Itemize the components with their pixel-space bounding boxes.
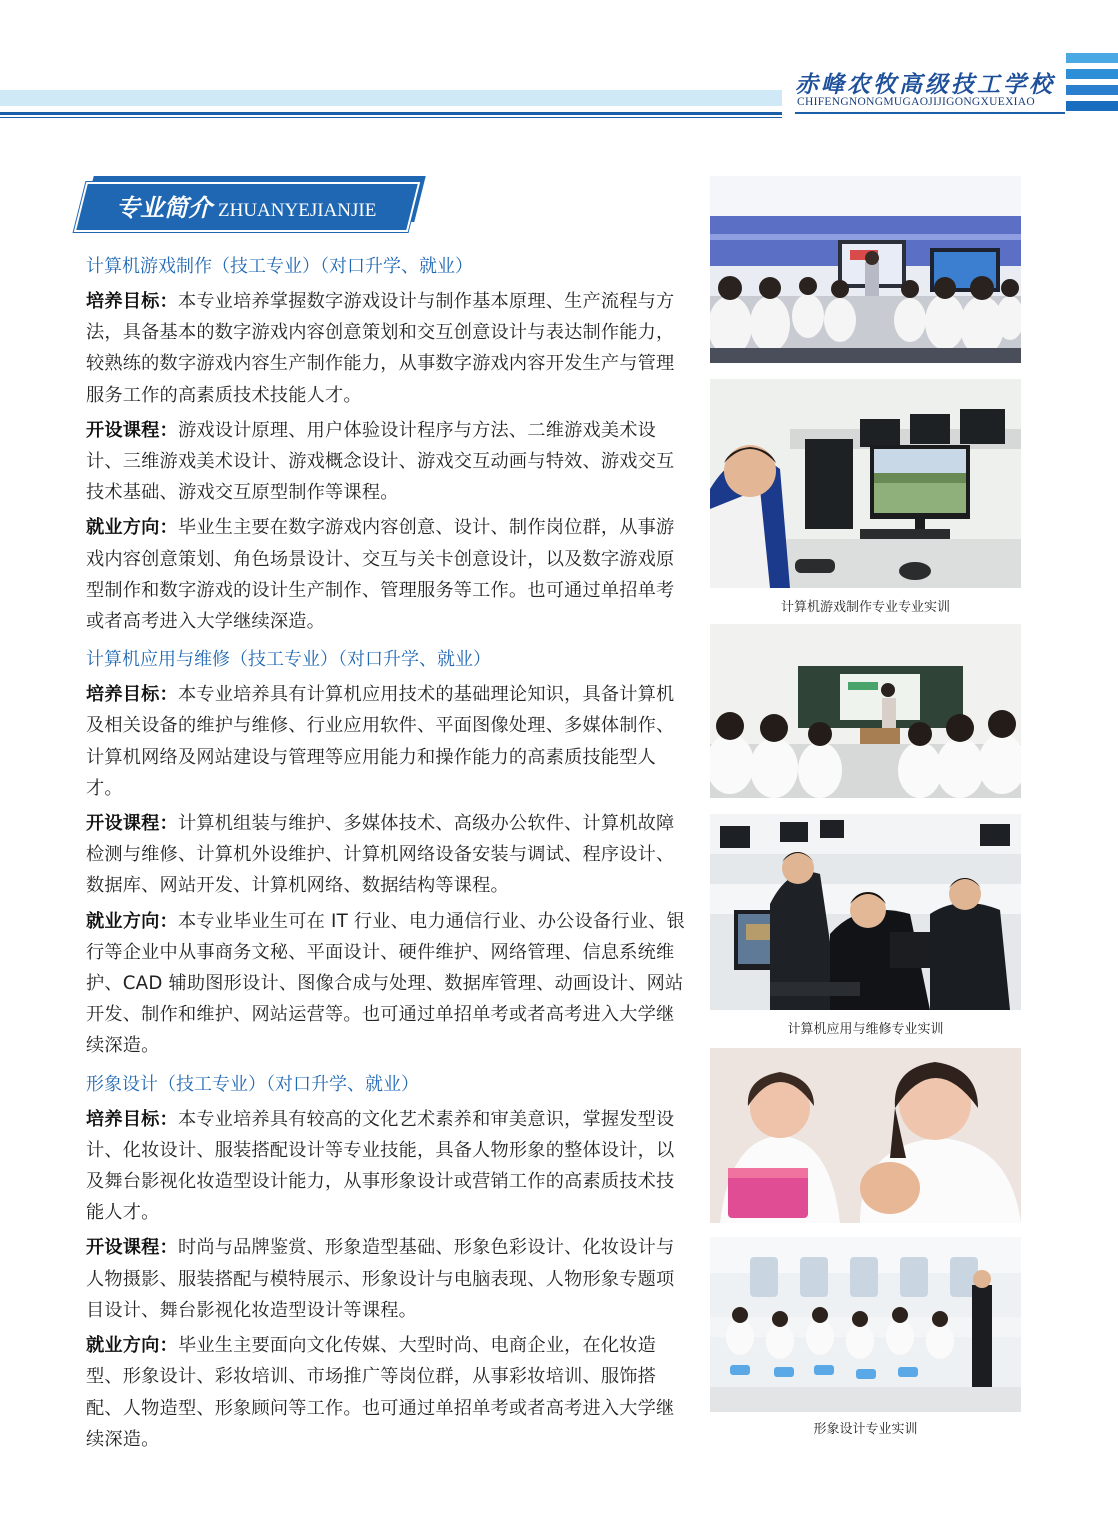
header-rule-thin [0,117,782,118]
career-text: 毕业生主要在数字游戏内容创意、设计、制作岗位群，从事游戏内容创意策划、角色场景设计、交互与关卡创意设计，以及数字游戏原型制作和数字游戏的设计生产制作、管理服务等工作。也可通过单招单考或者高考进入大学继续深造。 [86,517,675,633]
goal-label: 培养目标： [86,291,178,312]
major-courses [86,1232,688,1326]
major-title: 计算机游戏制作（技工专业）（对口升学、就业） [86,256,473,277]
major-block-repair [86,645,688,1061]
major-career [86,906,688,1062]
photo-image-makeup [710,1048,1021,1223]
goal-text: 本专业培养具有计算机应用技术的基础理论知识，具备计算机及相关设备的维护与维修、行业应用软件、平面图像处理、多媒体制作、计算机网络及网站建设与管理等应用能力和操作能力的高素质技能型人才。 [86,684,675,799]
major-title: 计算机应用与维修（技工专业）（对口升学、就业） [86,649,491,671]
section-banner [80,176,430,230]
goal-text: 本专业培养掌握数字游戏设计与制作基本原理、生产流程与方法，具备基本的数字游戏内容创意策划和交互创意设计与表达制作能力，较熟练的数字游戏内容生产制作能力，从事数字游戏内容开发生产与管理服务工作的高素质技术技能人才。 [86,291,675,406]
courses-label: 开设课程： [86,813,178,835]
courses-text: 游戏设计原理、用户体验设计程序与方法、二维游戏美术设计、三维游戏美术设计、游戏概念设计、游戏交互动画与特效、游戏交互技术基础、游戏交互原型制作等课程。 [86,419,675,504]
photo-game-classroom [710,176,1021,363]
major-goal [86,679,688,804]
major-goal [86,286,688,411]
school-pinyin: CHIFENGNONGMUGAOJIJIGONGXUEXIAO [797,96,1036,108]
photo-game-lab [710,379,1021,588]
major-title: 形象设计（技工专业）（对口升学、就业） [86,1073,419,1095]
caption-repair: 计算机应用与维修专业实训 [787,1022,944,1037]
major-block-game [86,252,688,637]
courses-text: 时尚与品牌鉴赏、形象造型基础、形象色彩设计、化妆设计与人物摄影、服装搭配与模特展示、形象设计与电脑表现、人物形象专题项目设计、舞台影视化妆造型设计等课程。 [86,1237,675,1321]
caption-image: 形象设计专业实训 [813,1422,918,1437]
header-band [0,90,782,106]
major-courses [86,415,688,509]
banner-text [116,188,376,223]
career-text: 毕业生主要面向文化传媒、大型时尚、电商企业，在化妆造型、形象设计、彩妆培训、市场推广等岗位群，从事彩妆培训、服饰搭配、人物造型、形象顾问等工作。也可通过单招单考或者高考进入大学继续深造。 [86,1335,675,1450]
majors-content [86,252,688,1463]
major-goal [86,1104,688,1229]
major-career [86,512,688,637]
photo-repair-classroom [710,624,1021,798]
goal-label: 培养目标： [86,1108,178,1130]
career-label: 就业方向： [86,1335,178,1357]
major-career [86,1330,688,1455]
career-label: 就业方向： [86,910,178,932]
section-title-cn: 专业简介 [116,194,212,222]
header-rule-right [795,112,1065,114]
courses-label: 开设课程： [86,1237,178,1259]
career-text: 本专业毕业生可在 IT 行业、电力通信行业、办公设备行业、银行等企业中从事商务文秘、平面设计、硬件维护、网络管理、信息系统维护、CAD 辅助图形设计、图像合成与处理、数据库管理、动画设计、网站开发、制作和维护、网站运营等。也可通过单招单考或者高考进入大学继续深造。 [86,910,685,1057]
photo-repair-lab [710,814,1021,1010]
goal-text: 本专业培养具有较高的文化艺术素养和审美意识，掌握发型设计、化妆设计、服装搭配设计等专业技能，具备人物形象的整体设计，以及舞台影视化妆造型设计能力，从事形象设计或营销工作的高素质技术技能人才。 [86,1108,675,1224]
courses-label: 开设课程： [86,419,178,441]
courses-text: 计算机组装与维护、多媒体技术、高级办公软件、计算机故障检测与维修、计算机外设维护、计算机网络设备安装与调试、程序设计、数据库、网站开发、计算机网络、数据结构等课程。 [86,813,675,897]
header-rule [0,112,782,115]
photo-image-classroom [710,1237,1021,1412]
goal-label: 培养目标： [86,684,178,706]
school-name: 赤峰农牧高级技工学校 [795,71,1055,98]
caption-game: 计算机游戏制作专业专业实训 [780,600,950,615]
career-label: 就业方向： [86,517,178,539]
header-stripes-decoration [1066,53,1118,117]
major-courses [86,808,688,902]
major-block-image [86,1070,688,1455]
section-title-en: ZHUANYEJIANJIE [218,200,377,221]
